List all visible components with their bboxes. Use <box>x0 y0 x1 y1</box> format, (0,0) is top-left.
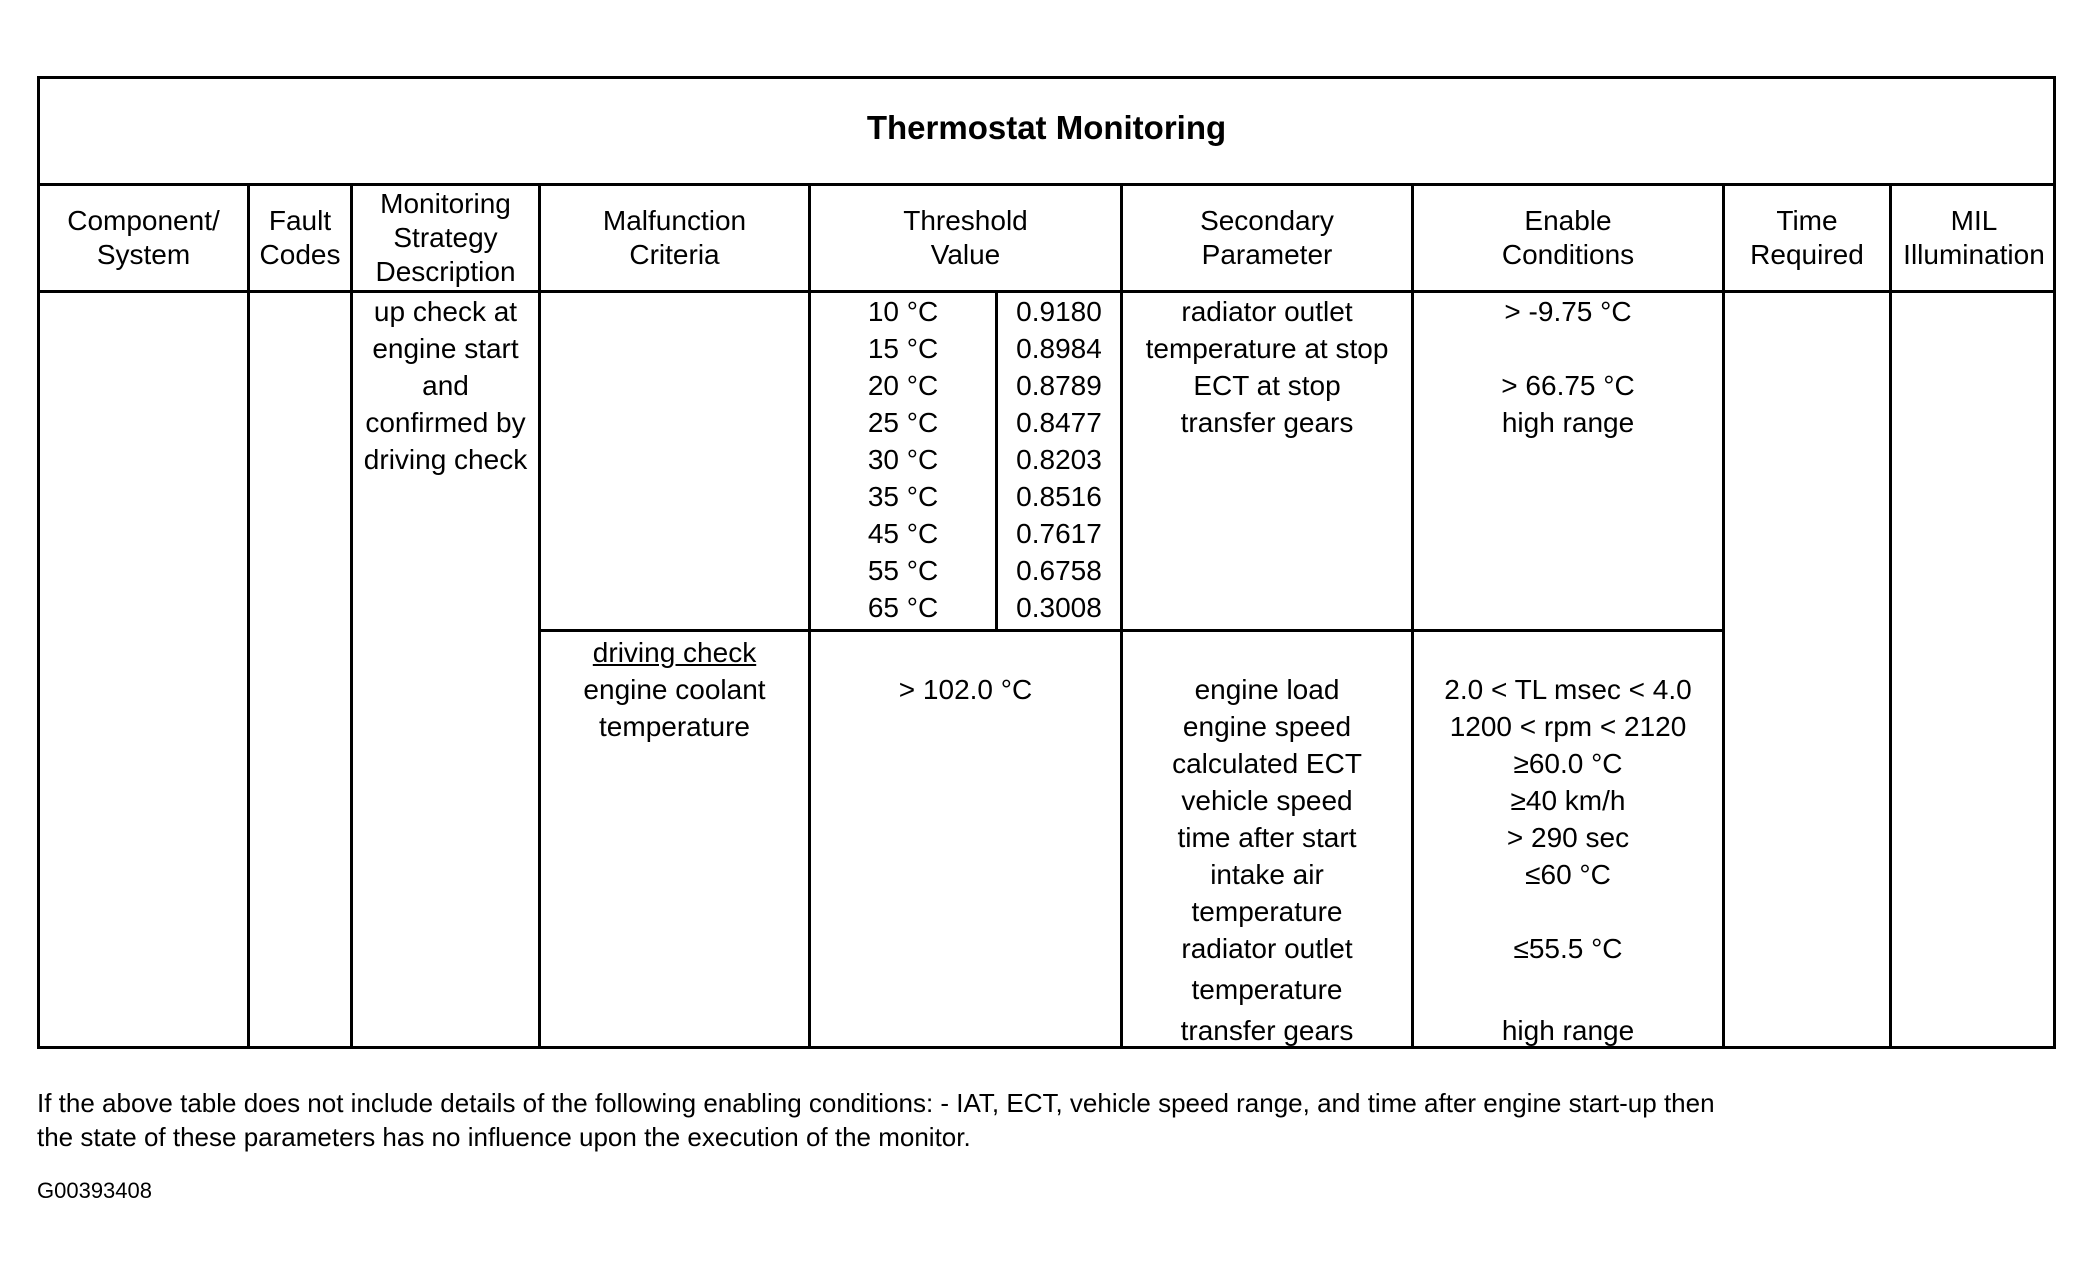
threshold-temperatures: 10 °C 15 °C 20 °C 25 °C 30 °C 35 °C 45 °C 55 °C 65 °C <box>867 296 939 623</box>
footnote-line-1: If the above table does not include details of the following enabling conditions: - IAT, ECT, vehicle speed range, and time after engine start-up then <box>37 1088 1715 1118</box>
secondary-parameters-upper: radiator outlet temperature at stop ECT at stop transfer gears <box>1145 296 1389 438</box>
col-divider <box>1889 183 1892 1046</box>
malfunction-criteria-driving-check: driving check engine coolant temperature <box>541 634 808 745</box>
col-divider <box>538 183 541 1046</box>
footnote-line-2: the state of these parameters has no influence upon the execution of the monitor. <box>37 1122 971 1152</box>
col-divider <box>1722 183 1725 1046</box>
header-enable-conditions: Enable Conditions <box>1501 205 1635 270</box>
enable-conditions-lower: 2.0 < TL msec < 4.0 1200 < rpm < 2120 ≥60.0 °C ≥40 km/h > 290 sec ≤60 °C ≤55.5 °C high range <box>1444 674 1692 1046</box>
threshold-values: 0.9180 0.8984 0.8789 0.8477 0.8203 0.8516 0.7617 0.6758 0.3008 <box>1016 296 1102 623</box>
secondary-parameters-lower: engine load engine speed calculated ECT vehicle speed time after start intake air temperature radiator outlet temperature transfer gears <box>1172 674 1362 1046</box>
header-monitoring-strategy: Monitoring Strategy Description <box>375 188 516 287</box>
header-time-required: Time Required <box>1750 205 1864 270</box>
header-malfunction-criteria: Malfunction Criteria <box>602 205 747 270</box>
header-component-system: Component/ System <box>67 205 220 270</box>
enable-conditions-upper: > -9.75 °C > 66.75 °C high range <box>1501 296 1635 438</box>
table-title: Thermostat Monitoring <box>866 109 1227 146</box>
threshold-driving-check: > 102.0 °C <box>898 674 1033 705</box>
header-threshold-value: Threshold Value <box>903 205 1028 270</box>
driving-check-heading: driving check <box>592 637 757 668</box>
row-divider <box>538 629 1723 632</box>
thermostat-monitoring-table <box>37 76 2056 1049</box>
header-secondary-parameter: Secondary Parameter <box>1200 205 1334 270</box>
col-divider <box>247 183 250 1046</box>
header-fault-codes: Fault Codes <box>259 205 341 270</box>
graphic-id: G00393408 <box>37 1178 152 1203</box>
header-mil-illumination: MIL Illumination <box>1903 205 2045 270</box>
strategy-description: up check at engine start and confirmed by driving check <box>363 296 528 475</box>
